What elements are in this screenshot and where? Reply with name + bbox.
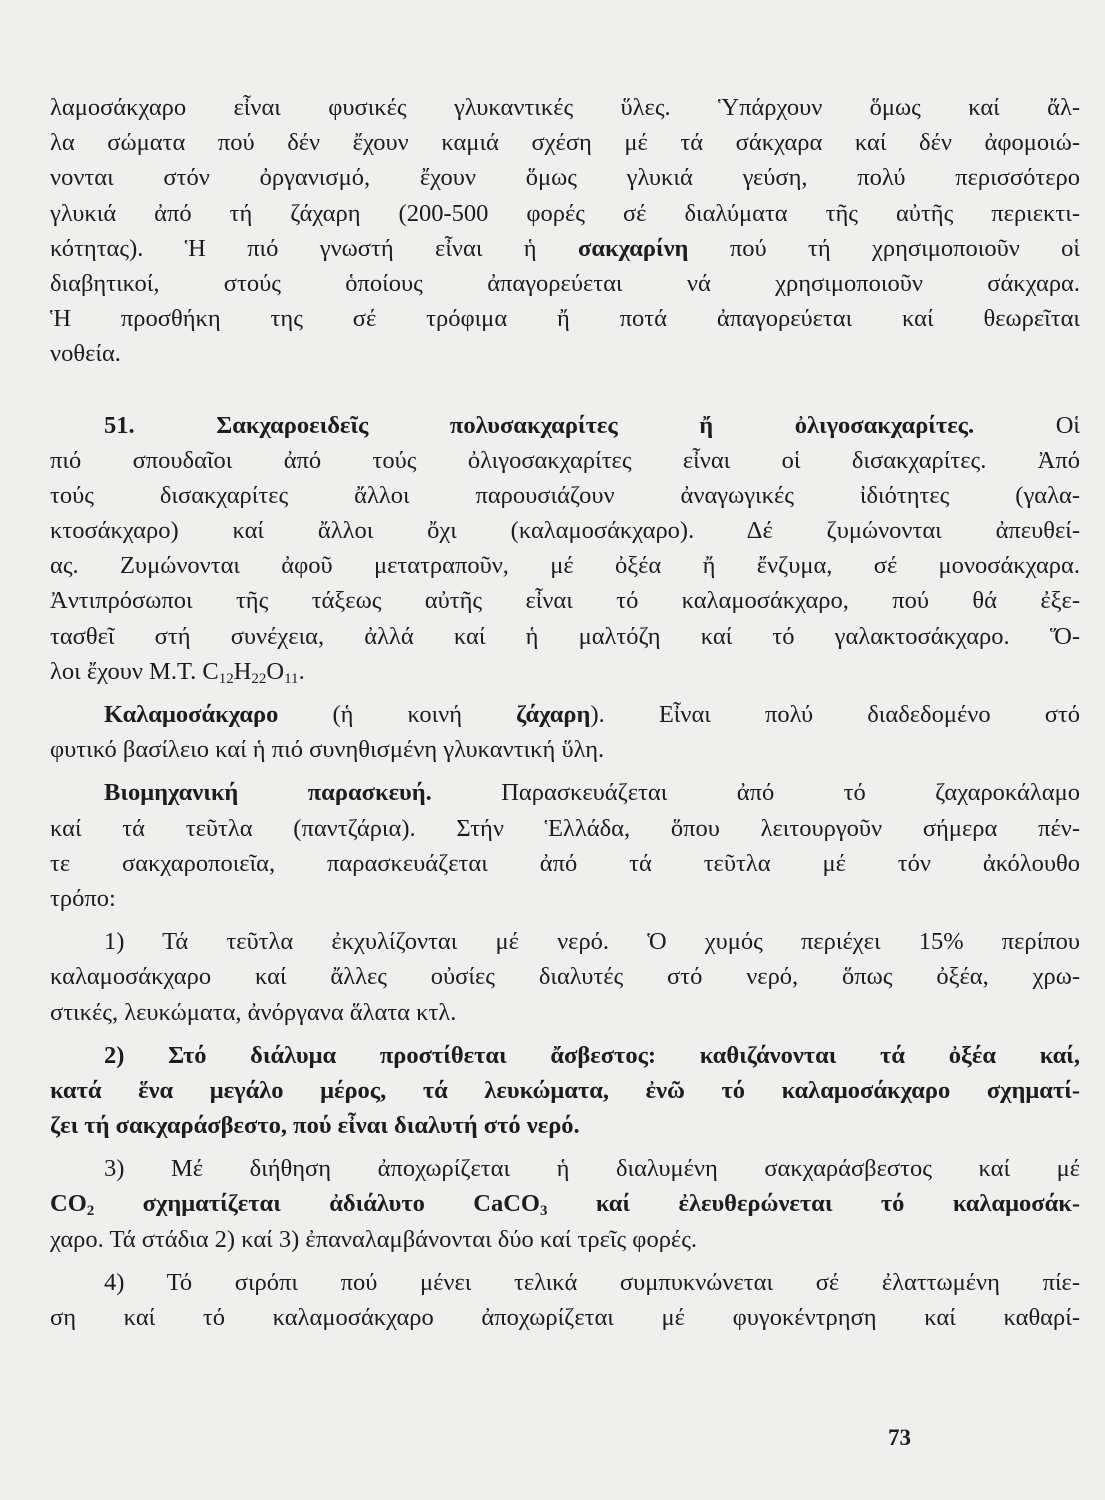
subheading-industrial: Βιομηχανική παρασκευή. — [104, 779, 432, 807]
text-line: διαβητικοί, στούς ὁποίους ἀπαγορεύεται νά χρησιμοποιοῦν σάκχαρα. — [50, 269, 1080, 297]
body-text — [50, 90, 1080, 1335]
text-line: τρόπο: — [50, 884, 116, 912]
text-line: τούς δισακχαρίτες ἄλλοι παρουσιάζουν ἀναγωγικές ἰδιότητες (γαλα- — [50, 481, 1080, 509]
text-line: κτοσάκχαρο) καί ἄλλοι ὄχι (καλαμοσάκχαρο). Δέ ζυμώνονται ἀπευθεί- — [50, 517, 1080, 545]
text-line: φυτικό βασίλειο καί ἡ πιό συνηθισμένη γλυκαντική ὕλη. — [50, 736, 605, 764]
step-1: 1) Τά τεῦτλα ἐκχυλίζονται μέ νερό. Ὁ χυμός περιέχει 15% περίπου — [104, 928, 1080, 956]
text-line: κατά ἕνα μεγάλο μέρος, τά λευκώματα, ἐνῶ τό καλαμοσάκχαρο σχηματί- — [50, 1076, 1080, 1104]
section-number: 51. — [104, 411, 135, 439]
text-line: κότητας). Ἡ πιό γνωστή εἶναι ἡ σακχαρίνη πού τή χρησιμοποιοῦν οἱ — [50, 234, 1080, 262]
text-line: νονται στόν ὀργανισμό, ἔχουν ὅμως γλυκιά γεύση, πολύ περισσότερο — [50, 164, 1080, 192]
text-line: γλυκιά ἀπό τή ζάχαρη (200-500 φορές σέ διαλύματα τῆς αὐτῆς περιεκτι- — [50, 199, 1080, 227]
text-line: ας. Ζυμώνονται ἀφοῦ μετατραποῦν, μέ ὀξέα ἤ ἔνζυμα, σέ μονοσάκχαρα. — [50, 552, 1080, 580]
text-line: καί τά τεῦτλα (παντζάρια). Στήν Ἑλλάδα, ὅπου λειτουργοῦν σήμερα πέν- — [50, 814, 1080, 842]
page-number: 73 — [888, 1425, 911, 1450]
text-line: Ἀντιπρόσωποι τῆς τάξεως αὐτῆς εἶναι τό καλαμοσάκχαρο, πού θά ἐξε- — [50, 587, 1080, 615]
text-line: τασθεῖ στή συνέχεια, ἀλλά καί ἡ μαλτόζη καί τό γαλακτοσάκχαρο. Ὅ- — [50, 622, 1080, 650]
step-4: 4) Τό σιρόπι πού μένει τελικά συμπυκνώνεται σέ ἐλαττωμένη πίε- — [104, 1268, 1080, 1296]
text-line: καλαμοσάκχαρο καί ἄλλες οὐσίες διαλυτές στό νερό, ὅπως ὀξέα, χρω- — [50, 963, 1080, 991]
term-saccharin: σακχαρίνη — [578, 234, 689, 262]
step-3: 3) Μέ διήθηση ἀποχωρίζεται ἡ διαλυμένη σακχαράσβεστος καί μέ — [104, 1155, 1080, 1183]
subheading-line: Βιομηχανική παρασκευή. Παρασκευάζεται ἀπό τό ζαχαροκάλαμο — [104, 779, 1080, 807]
text-line: λοι ἔχουν Μ.Τ. $C_{12}H_{22}O_{11}$. — [50, 657, 305, 687]
text-line: νοθεία. — [50, 340, 121, 368]
text-line: $CO_2$ σχηματίζεται ἀδιάλυτο CaCO$_3$ καί ἐλευθερώνεται τό καλαμοσάκ- — [50, 1190, 1080, 1220]
text-line: ση καί τό καλαμοσάκχαρο ἀποχωρίζεται μέ φυγοκέντρηση καί καθαρί- — [50, 1304, 1080, 1331]
text-line: χαρο. Τά στάδια 2) καί 3) ἐπαναλαμβάνονται δύο καί τρεῖς φορές. — [50, 1225, 698, 1253]
text-line: λαμοσάκχαρο εἶναι φυσικές γλυκαντικές ὕλες. Ὑπάρχουν ὅμως καί ἄλ- — [50, 94, 1080, 121]
text-line: Ἡ προσθήκη της σέ τρόφιμα ἤ ποτά ἀπαγορεύεται καί θεωρεῖται — [50, 305, 1080, 333]
section-title: Σακχαροειδεῖς πολυσακχαρίτες ἤ ὀλιγοσακχαρίτες. — [216, 411, 975, 439]
step-2: 2) Στό διάλυμα προστίθεται ἄσβεστος: καθιζάνονται τά ὀξέα καί, — [104, 1041, 1080, 1069]
text-line: ζει τή σακχαράσβεστο, πού εἶναι διαλυτή στό νερό. — [50, 1112, 580, 1140]
section-heading: 51. Σακχαροειδεῖς πολυσακχαρίτες ἤ ὀλιγοσακχαρίτες. Οἱ — [104, 411, 1080, 439]
text-line: στικές, λευκώματα, ἀνόργανα ἅλατα κτλ. — [50, 998, 457, 1026]
subheading-line: Καλαμοσάκχαρο (ἡ κοινή ζάχαρη). Εἶναι πολύ διαδεδομένο στό — [104, 701, 1081, 728]
text-line: πιό σπουδαῖοι ἀπό τούς ὀλιγοσακχαρίτες εἶναι οἱ δισακχαρίτες. Ἀπό — [50, 446, 1080, 474]
subheading-sucrose: Καλαμοσάκχαρο — [104, 701, 279, 728]
text-line: λα σώματα πού δέν ἔχουν καμιά σχέση μέ τά σάκχαρα καί δέν ἀφομοιώ- — [50, 129, 1080, 157]
text-line: τε σακχαροποιεῖα, παρασκευάζεται ἀπό τά τεῦτλα μέ τόν ἀκόλουθο — [50, 849, 1080, 877]
